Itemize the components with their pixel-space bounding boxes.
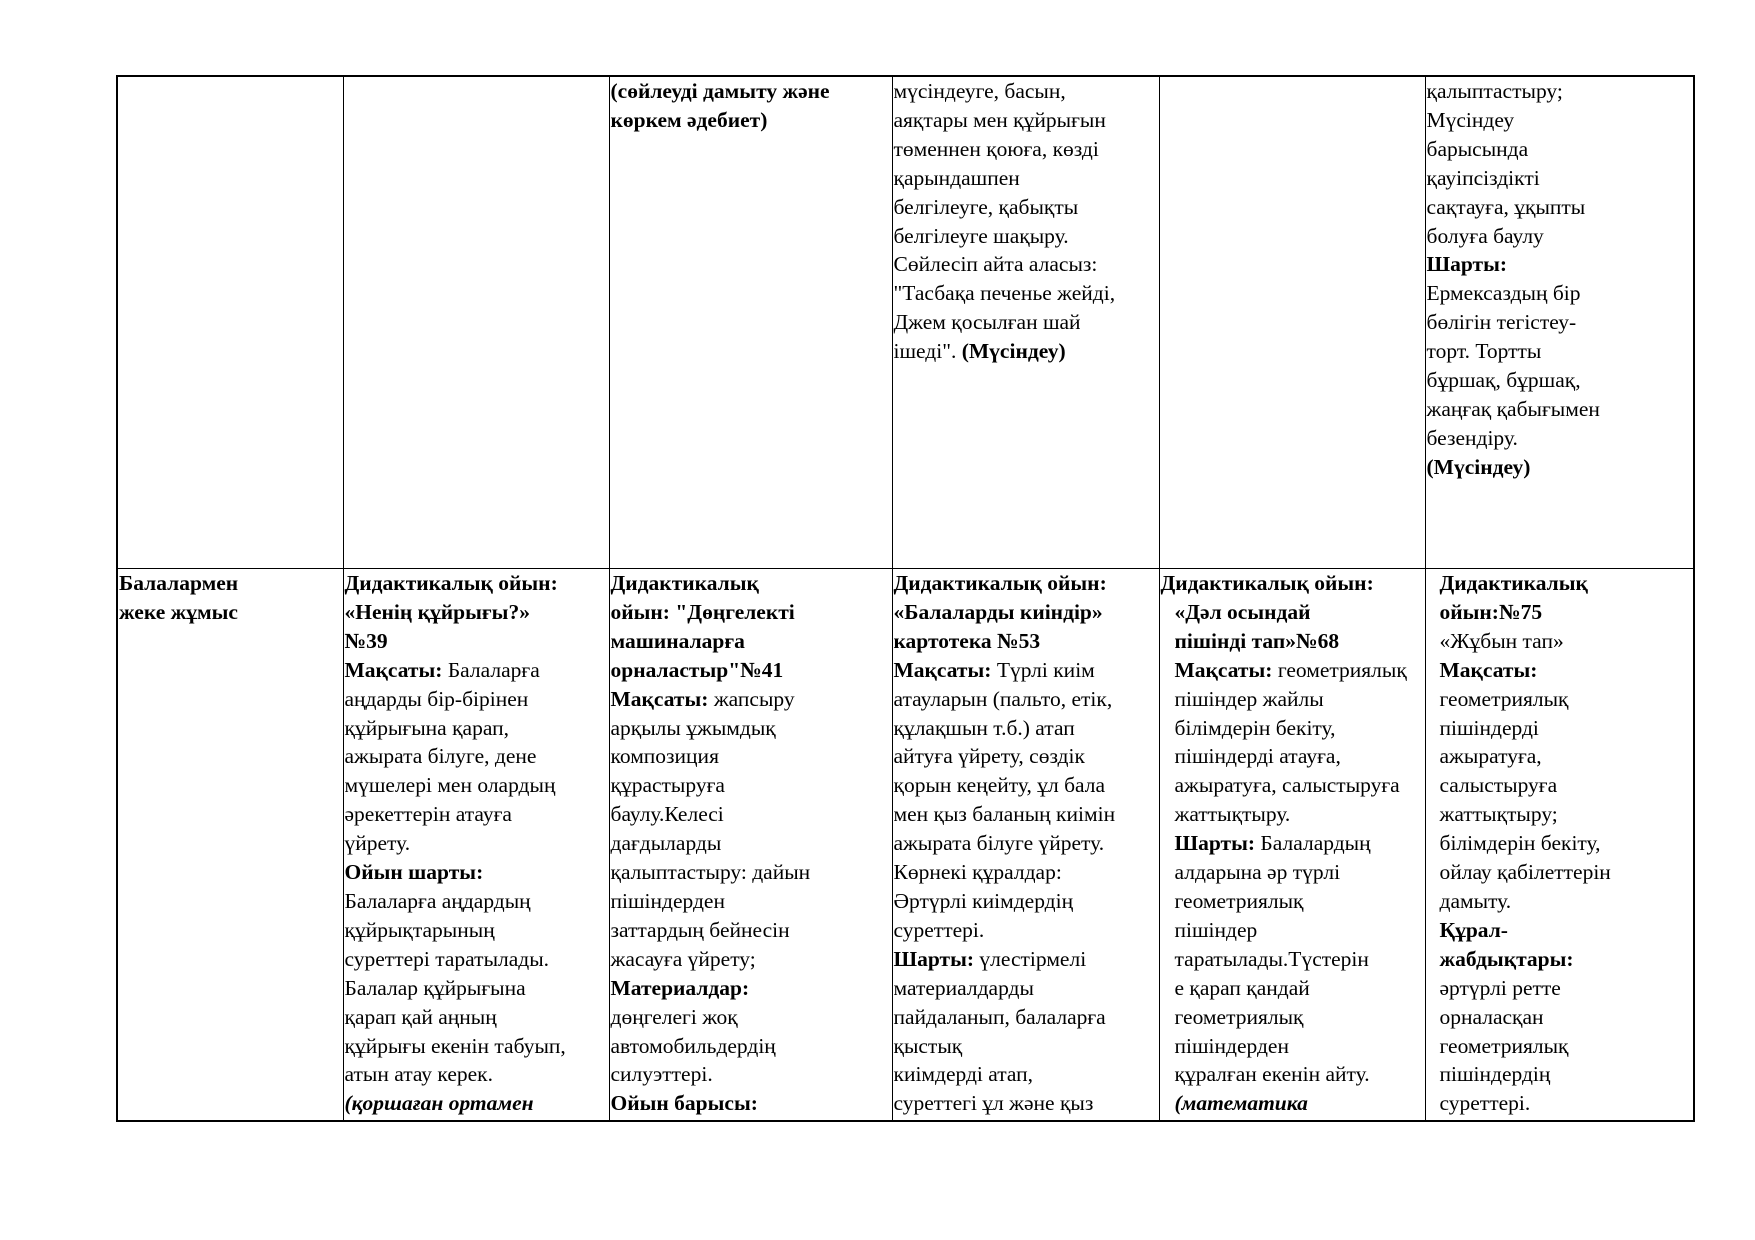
lesson-plan-table (116, 75, 1695, 1122)
goal-text: Балаларға аңдарды бір-бірінен құйрығына қарап, ажырата білуге, дене мүшелері мен олардың әрекеттерін атауға үйрету. (344, 657, 556, 856)
cell-subject-label: (Мүсіндеу) (1426, 454, 1531, 479)
rules-text: Балалардың алдарына әр түрлі геометриялық пішіндер таратылады.Түстерін е қарап қандай геометриялық пішіндерден құралған екенін айту. (1174, 831, 1371, 1087)
table-row (117, 76, 1694, 569)
rules-text: Балаларға аңдардың құйрықтарының суреттері таратылады. Балалар құйрығына қарап қай аңның құйрығы екенін табуып, атын атау керек. (344, 888, 566, 1087)
rules-label: Ойын шарты: (344, 860, 484, 885)
table-cell (1159, 569, 1425, 1122)
cell-subject-label: (Мүсіндеу) (961, 339, 1066, 364)
cell-body-text: мүсіндеуге, басын, аяқтары мен құйрығын төменнен қоюға, көзді қарындашпен белгілеуге, қабықты белгілеуге шақыру. Сөйлесіп айта аласыз: "Тасбақа печенье жейді, Джем қосылған шай ішеді". (893, 79, 1116, 364)
goal-text: геометриялық пішіндерді ажыратуға, салыстыруға жаттықтыру; білімдерін бекіту, ойлау қабілеттерін дамыту. (1439, 686, 1611, 913)
goal-label: Мақсаты: (344, 657, 443, 682)
table-cell (1425, 76, 1694, 569)
cell-bold-text: (сөйлеуді дамыту және көркем әдебиет) (610, 79, 830, 132)
table-cell (343, 76, 609, 569)
goal-paragraph (1175, 656, 1424, 829)
table-cell (1425, 569, 1694, 1122)
game-title: Дидактикалық ойын:№75 (1439, 571, 1588, 624)
table-row (117, 569, 1694, 1122)
game-title: Дидактикалық ойын: "Дөңгелекті машиналарға орналастыр"№41 (610, 571, 795, 682)
subject-footer: (математика (1174, 1091, 1308, 1116)
rules-label: Шарты: (1426, 252, 1508, 277)
tools-label: Құрал- жабдықтары: (1439, 917, 1574, 971)
goal-paragraph (345, 656, 608, 858)
goal-text: геометриялық пішіндер жайлы білімдерін бекіту, пішіндерді атауға, ажыратуға, салыстыруға жаттықтыру. (1174, 657, 1407, 827)
row-heading: Балалармен жеке жұмыс (119, 571, 239, 624)
table-cell (892, 76, 1159, 569)
game-title: Дидактикалық ойын: (1160, 571, 1374, 595)
tools-text: әртүрлі ретте орналасқан геометриялық пішіндердің суреттері. (1439, 975, 1569, 1116)
cell-body-text: қалыптастыру; Мүсіндеу барысында қауіпсіздікті сақтауға, ұқыпты болуға баулу (1426, 79, 1586, 248)
game-title: Дидактикалық ойын: «Балаларды киіндір» картотека №53 (893, 571, 1107, 653)
rules-paragraph (894, 945, 1158, 1118)
table-cell (343, 569, 609, 1122)
materials-text: дөңгелегі жоқ автомобильдердің силуэттері. (610, 1004, 776, 1087)
rules-text: үлестірмелі материалдарды пайдаланып, балаларға қыстық киімдерді атап, суреттегі ұл және қыз (893, 946, 1106, 1116)
subject-footer: (қоршаған ортамен (344, 1091, 534, 1116)
rules-text: Ермексаздың бір бөлігін тегістеу- торт. Тортты бұршақ, бұршақ, жаңғақ қабығымен безендіру. (1426, 281, 1600, 450)
table-cell (609, 569, 892, 1122)
rules-paragraph (1175, 829, 1424, 1089)
game-subtitle: «Жұбын тап» (1439, 628, 1564, 653)
rules-label: Шарты: (893, 946, 975, 971)
materials-label: Материалдар: (610, 975, 750, 1000)
table-cell (1159, 76, 1425, 569)
indented-block (1161, 598, 1424, 1118)
goal-label: Мақсаты: (1174, 657, 1273, 682)
goal-label: Мақсаты: (1439, 657, 1538, 682)
cell-text (894, 77, 1158, 366)
goal-paragraph (894, 656, 1158, 945)
game-title: Дидактикалық ойын: «Ненің құйрығы?» №39 (344, 571, 558, 653)
goal-text: Түрлі киім атауларын (пальто, етік, құлақшын т.б.) атап айтуға үйрету, сөздік қорын кеңейту, ұл бала мен қыз баланың киімін ажырата білуге үйрету. Көрнекі құралдар: Әртүрлі киімдердің суреттері. (893, 657, 1116, 942)
table-cell (117, 76, 343, 569)
table-cell (609, 76, 892, 569)
game-subtitle: «Дәл осындай пішінді тап»№68 (1174, 599, 1340, 653)
process-label: Ойын барысы: (610, 1091, 758, 1116)
goal-text: жапсыру арқылы ұжымдық композиция құрастыруға баулу.Келесі дағдыларды қалыптастыру: дайын пішіндерден заттардың бейнесін жасауға үйрету; (610, 686, 811, 971)
table-cell (892, 569, 1159, 1122)
table-cell (117, 569, 343, 1122)
rules-label: Шарты: (1174, 831, 1256, 856)
goal-label: Мақсаты: (610, 686, 709, 711)
goal-paragraph (611, 685, 891, 974)
goal-label: Мақсаты: (893, 657, 992, 682)
